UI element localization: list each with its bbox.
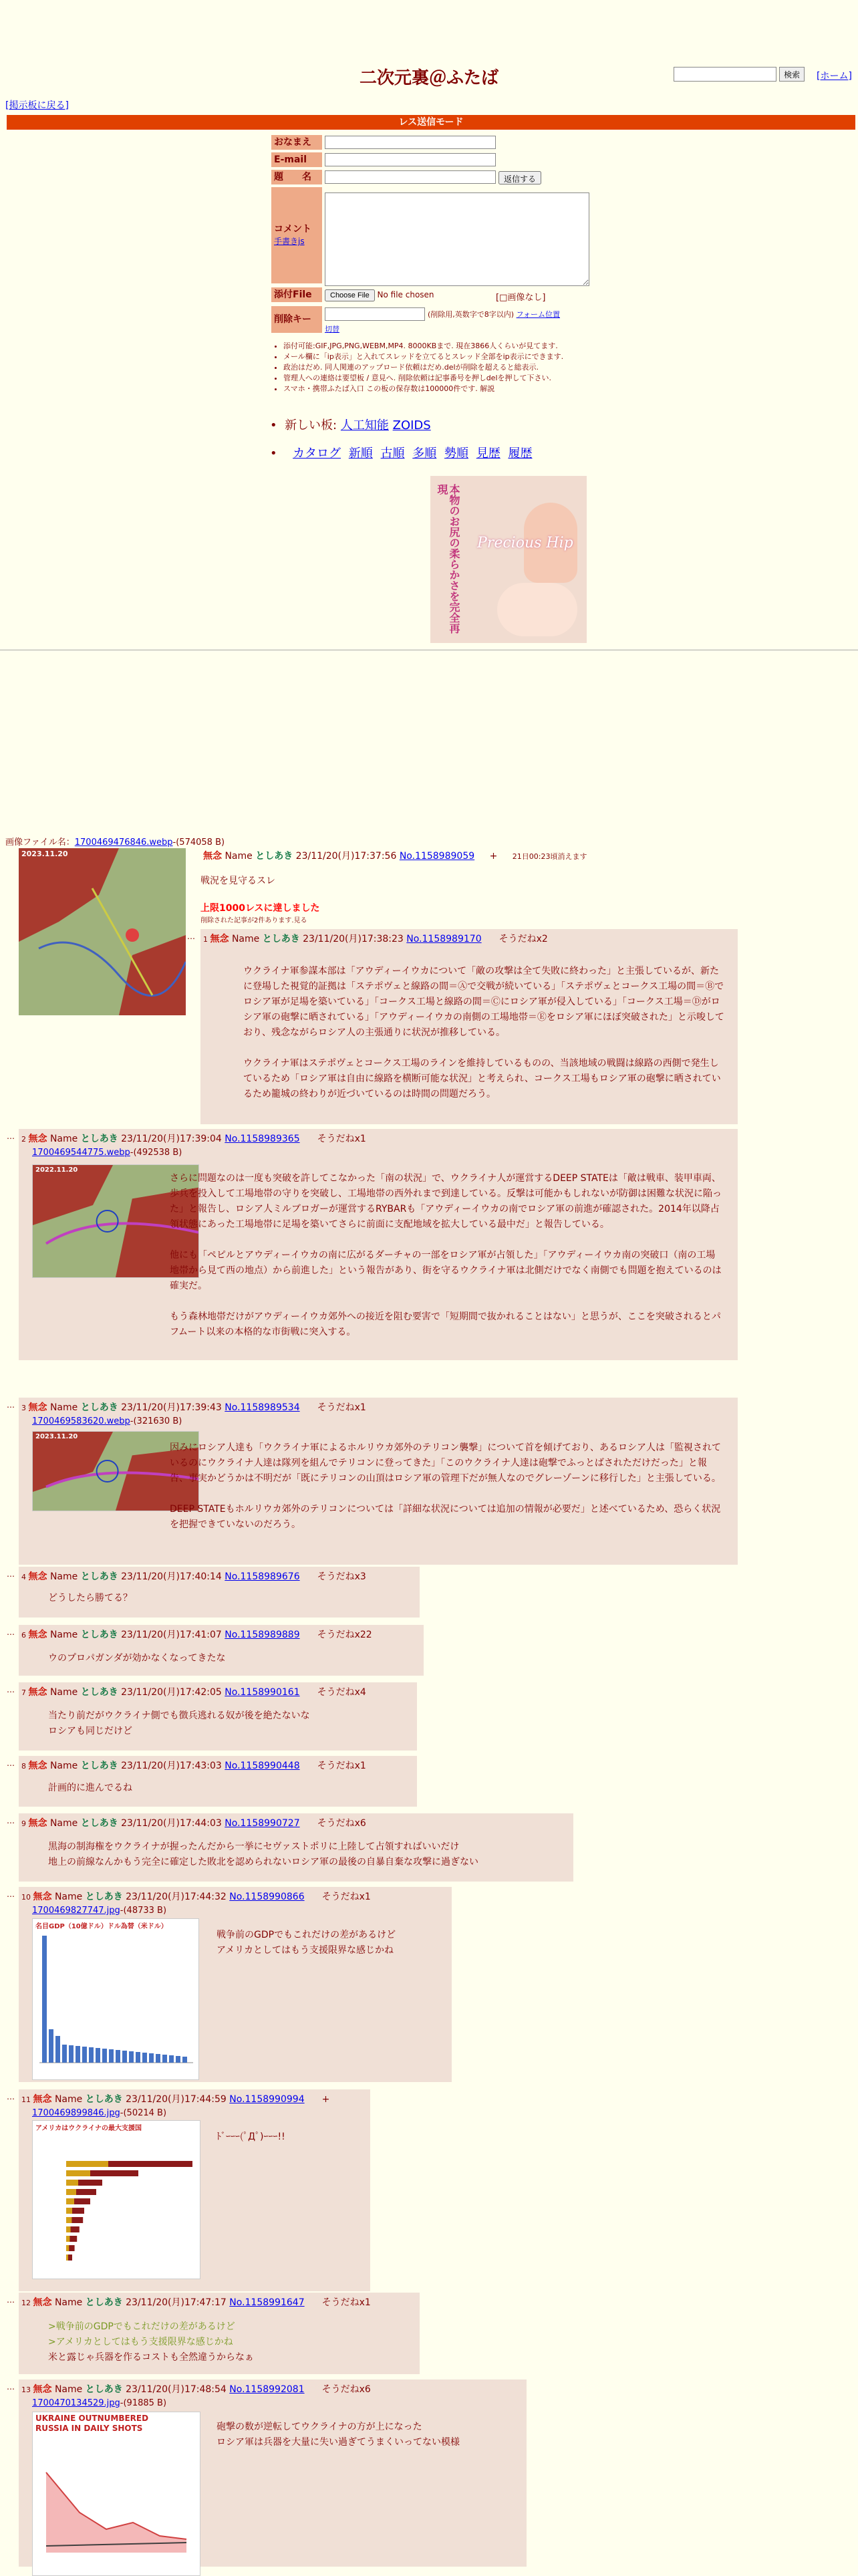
sodane-button[interactable]: そうだねx1 — [317, 1402, 366, 1413]
board-link-ai[interactable]: 人工知能 — [340, 418, 389, 432]
note-item: • メール欄に「ip表示」と入れてスレッドを立てるとスレッド全部をip表示にできます. — [283, 352, 617, 362]
thumbnail-graphic — [33, 2412, 200, 2575]
nav-catalog[interactable]: カタログ — [293, 446, 341, 461]
sodane-button[interactable]: そうだねx6 — [317, 1818, 366, 1829]
op-body: 戦況を見守るスレ — [200, 876, 275, 886]
reply-number-link[interactable]: No.1158992081 — [229, 2384, 305, 2395]
reply-subject: 無念 — [33, 2384, 52, 2395]
reply-date: 23/11/20(月)17:44:59 — [122, 2094, 230, 2105]
reply-number-link[interactable]: No.1158991647 — [229, 2297, 305, 2308]
reply-index: 11 — [21, 2095, 33, 2104]
reply-subject: 無念 — [28, 1402, 47, 1413]
comment-label-text: コメント — [274, 224, 311, 235]
reply-file-size: -(321630 B) — [130, 1416, 182, 1426]
notes-list — [271, 341, 617, 394]
reply-number-link[interactable]: No.1158989676 — [225, 1571, 300, 1582]
nav-momentum[interactable]: 勢順 — [444, 446, 468, 461]
form-position-link[interactable]: フォーム位置 — [516, 310, 561, 319]
op-name: としあき — [255, 851, 293, 862]
reply-subject: 無念 — [28, 1761, 47, 1771]
choose-file-button[interactable]: Choose File — [325, 289, 375, 301]
reply-post — [19, 1813, 573, 1882]
reply-header: 4 無念 Name としあき 23/11/20(月)17:40:14 No.1158989676 そうだねx3 — [21, 1571, 366, 1582]
reply-post — [19, 1129, 738, 1360]
reply-index: 8 — [21, 1762, 29, 1771]
reply-line: もう森林地帯だけがアウディーイウカ郊外への接近を阻む要害で「短期間で抜かれることはない」と思うが、ここを突破されるとパフムート以来の本格的な市街戦に突入する。 — [170, 1311, 721, 1337]
reply-header: 7 無念 Name としあき 23/11/20(月)17:42:05 No.1158990161 そうだねx4 — [21, 1687, 366, 1698]
delete-key-label: 削除キー — [271, 306, 322, 333]
sodane-button[interactable]: + — [321, 2094, 330, 2105]
reply-date: 23/11/20(月)17:42:05 — [118, 1687, 225, 1698]
reply-name: としあき — [85, 2384, 123, 2395]
reply-name: としあき — [85, 2297, 123, 2308]
reply-body — [48, 1781, 404, 1796]
reply-marker: … — [7, 2092, 15, 2101]
reply-header: 1 無念 Name としあき 23/11/20(月)17:38:23 No.1158989170 そうだねx2 — [203, 934, 548, 944]
reply-number-link[interactable]: No.1158990994 — [229, 2094, 305, 2105]
reply-line: ウクライナ軍はステポヴェとコークス工場のラインを維持しているものの、当該地域の戦闘は線路の西側で発生しているため「ロシア軍は自由に線路を横断可能な状況」と考えられ、コークス工場もロシア軍の砲撃に晒されているため籠城の終わりが近づいているのは時間の問題だろう。 — [243, 1058, 721, 1100]
no-image-checkbox[interactable]: [□画像なし] — [496, 293, 546, 303]
reply-thumbnail[interactable] — [32, 2412, 200, 2576]
reply-file-link[interactable]: 1700469583620.webp — [32, 1416, 130, 1426]
search-input[interactable] — [674, 67, 776, 82]
reply-marker: … — [7, 1759, 15, 1768]
op-image-label: 画像ファイル名： — [5, 838, 75, 848]
reply-header: 10 無念 Name としあき 23/11/20(月)17:44:32 No.1158990866 そうだねx1 — [21, 1892, 371, 1902]
reply-name: としあき — [80, 1818, 118, 1829]
site-title: 二次元裏＠ふたば — [359, 68, 498, 88]
thumbnail-graphic — [33, 2121, 200, 2279]
op-image-line — [5, 835, 225, 848]
name-label: おなまえ — [271, 135, 322, 150]
switch-link[interactable]: 切替 — [325, 325, 339, 334]
reply-line: 他にも「ペピルとアウディーイウカの南に広がるダーチャの一部をロシア軍が占領した」「アウディーイウカ南の突破口（南の工場地帯から見て西の地点）から前進した」という報告があり、街を守るウクライナ軍は北側だけでなく南側でも問題を抱えているのは確実だ。 — [170, 1250, 722, 1291]
reply-index: 6 — [21, 1631, 29, 1640]
reply-line: どうしたら勝てる？ — [48, 1593, 132, 1603]
home-link[interactable]: [ホーム] — [817, 71, 852, 82]
reply-line: ロシアも同じだけど — [48, 1726, 132, 1736]
reply-marker: … — [187, 932, 195, 941]
reply-date: 23/11/20(月)17:39:04 — [118, 1134, 225, 1144]
op-subject: 無念 — [203, 851, 222, 862]
reply-file-link[interactable]: 1700469827747.jpg — [32, 1906, 120, 1916]
name-field[interactable] — [325, 136, 496, 149]
reply-line: DEEP STATEもホルリウカ郊外のテリコンについては「詳細な状況については追加の情報が必要だ」と述べているため、恐らく状況を把握できていないのだろう。 — [170, 1504, 721, 1530]
reply-body — [170, 1440, 724, 1533]
reply-header: 2 無念 Name としあき 23/11/20(月)17:39:04 No.1158989365 そうだねx1 — [21, 1134, 366, 1144]
nav-new[interactable]: 新順 — [348, 446, 373, 461]
reply-name: としあき — [80, 1134, 118, 1144]
ad-text: 本物のお尻の柔らかさを完全再現 — [436, 484, 460, 634]
reply-line: 地上の前線なんかもう完全に確定した敗北を認められないロシア軍の最後の自暴自棄な攻撃に過ぎない — [48, 1857, 478, 1867]
comment-field[interactable] — [325, 192, 589, 286]
thumbnail-graphic — [33, 1919, 198, 2079]
reply-name: としあき — [80, 1571, 118, 1582]
reply-line: ウのプロパガンダが効かなくなってきたな — [48, 1653, 226, 1664]
reply-name: としあき — [85, 2094, 123, 2105]
reply-body — [48, 2319, 406, 2365]
reply-body — [48, 1708, 404, 1739]
reply-subject: 無念 — [33, 1892, 52, 1902]
sodane-button[interactable]: そうだねx2 — [498, 934, 548, 944]
sodane-button[interactable]: そうだねx1 — [321, 1892, 371, 1902]
reply-index: 2 — [21, 1135, 29, 1144]
reply-line: 因みにロシア人達も「ウクライナ軍によるホルリウカ郊外のテリコン襲撃」について首を傾げており、あるロシア人は「監視されているのにウクライナ人達は隊列を組んでテリコンに登ってきた」「このウクライナ人達は砲撃でふっとばされただけだった」と報告、事実かどうかは不明だが「既にテリコンの山頂はロシア軍の管理下だが無人なのでグレーゾーンに移行した」と主張している。 — [170, 1442, 722, 1484]
reply-subject: 無念 — [28, 1687, 47, 1698]
note-item: • スマホ・携帯ふたば入口 この板の保存数は100000件です. 解説 — [283, 384, 617, 394]
sodane-button[interactable]: そうだねx3 — [317, 1571, 366, 1582]
reply-subject: 無念 — [28, 1134, 47, 1144]
reply-file-line — [32, 1906, 166, 1916]
reply-line — [243, 1041, 724, 1056]
reply-line: ウクライナ軍参謀本部は「アウディーイウカについて「敵の攻撃は全て失敗に終わった」と主張しているが、新たに登場した視覚的証拠は「ステポヴェと線路の間＝Ⓐで交戦が続いている」「ステポヴェとコークス工場の間＝Ⓑでロシア軍が足場を築いている」「コークス工場と線路の間＝Ⓒにロシア軍が侵入している」「コークス工場＝Ⓓがロシア軍の砲撃に晒されている」「アウディーイウカの南側の工場地帯＝Ⓔをロシア軍にほぼ突破された」と示唆しており、残念ながらロシア人の主張通りに状況が推移している。 — [243, 966, 724, 1038]
reply-name: としあき — [80, 1630, 118, 1640]
op-name-label: Name — [225, 851, 253, 862]
reply-post — [19, 1682, 417, 1751]
note-item: • 政治はだめ. 同人関連のアップロード依頼はだめ.delが削除を超えると総表示. — [283, 362, 617, 373]
thumbnail-caption: UKRAINE OUTNUMBERED — [35, 2414, 149, 2423]
op-date: 23/11/20(月)17:37:56 — [295, 851, 397, 862]
reply-marker: … — [7, 1628, 15, 1637]
thumb-date: 2023.11.20 — [21, 850, 68, 858]
reply-file-line — [32, 2398, 166, 2408]
reply-line: 黒海の制海権をウクライナが握ったんだから一挙にセヴァストポリに上陸して占領すればいいだけ — [48, 1841, 460, 1852]
reply-body — [48, 1839, 560, 1870]
reply-index: 13 — [21, 2386, 33, 2394]
new-board-line: • 新しい板: 人工知能 ZOIDS — [270, 418, 431, 432]
reply-index: 10 — [21, 1893, 33, 1902]
reply-file-size: -(48733 B) — [120, 1906, 167, 1916]
op-image-link[interactable]: 1700469476846.webp — [74, 838, 173, 848]
reply-number-link[interactable]: No.1158990448 — [225, 1761, 300, 1771]
reply-subject: 無念 — [28, 1630, 47, 1640]
reply-quote: >戦争前のGDPでもこれだけの差があるけど — [48, 2321, 235, 2332]
sodane-button[interactable]: そうだねx1 — [317, 1761, 366, 1771]
reply-name: としあき — [80, 1687, 118, 1698]
submit-button[interactable]: 返信する — [498, 171, 541, 184]
reply-file-line — [32, 1416, 182, 1426]
reply-index: 4 — [21, 1573, 29, 1581]
reply-name: としあき — [80, 1402, 118, 1413]
note-item: • 管理人への連絡は要望板 / 意見へ. 削除依頼は記事番号を押しdelを押して下さい. — [283, 373, 617, 384]
nav-many[interactable]: 多順 — [412, 446, 437, 461]
reply-number-link[interactable]: No.1158989170 — [406, 934, 482, 944]
op-header — [203, 849, 587, 862]
reply-file-line — [32, 1148, 182, 1158]
reply-post — [19, 1625, 424, 1676]
reply-file-link[interactable]: 1700470134529.jpg — [32, 2398, 120, 2408]
op-limit-notice: 上限1000レスに達しました — [200, 903, 320, 914]
reply-file-link[interactable]: 1700469899846.jpg — [32, 2108, 120, 2118]
ad-figure-lower — [497, 583, 577, 636]
reply-line: 米と露じゃ兵器を作るコストも全然違うからなぁ — [48, 2352, 254, 2363]
email-field[interactable] — [325, 153, 496, 166]
board-link-zoids[interactable]: ZOIDS — [392, 418, 431, 432]
reply-date: 23/11/20(月)17:38:23 — [299, 934, 407, 944]
reply-line: さらに問題なのは一度も突破を許してこなかった「南の状況」で、ウクライナ人が運営するDEEP STATEは「敵は戦車、装甲車両、歩兵を投入して工場地帯の守りを突破し、工場地帯の西外れまで到達している。反撃は可能かもしれないが防御は困難な状況に陥った」と報告し、ロシア人ミルブロガーが運営するRYBARも「アウディーイウカの南でロシア軍の前進が確認された。2014年以降占領状態にあった工場地帯に足場を築いてさらに前面に支配地域を拡大している最中だ」と報告している。 — [170, 1173, 722, 1230]
subject-field[interactable] — [325, 170, 496, 184]
reply-line — [170, 1294, 724, 1309]
email-label: E-mail — [271, 152, 322, 167]
reply-marker: … — [7, 1816, 15, 1825]
reply-thumbnail[interactable] — [32, 1918, 199, 2080]
reply-quote: >アメリカとしてはもう支援限界な感じかね — [48, 2337, 233, 2347]
reply-number-link[interactable]: No.1158989889 — [225, 1630, 300, 1640]
reply-header: 9 無念 Name としあき 23/11/20(月)17:44:03 No.1158990727 そうだねx6 — [21, 1818, 366, 1829]
reply-date: 23/11/20(月)17:44:32 — [122, 1892, 230, 1902]
op-image-size: -(574058 B) — [172, 838, 225, 848]
reply-number-link[interactable]: No.1158989534 — [225, 1402, 300, 1413]
search-button[interactable]: 検索 — [779, 67, 805, 82]
thumbnail-caption: RUSSIA IN DAILY SHOTS — [35, 2424, 143, 2433]
reply-line: アメリカとしてはもう支援限界な感じかね — [217, 1945, 394, 1956]
reply-header: 12 無念 Name としあき 23/11/20(月)17:47:17 No.1158991647 そうだねx1 — [21, 2297, 371, 2308]
reply-marker: … — [7, 2382, 15, 2392]
reply-index: 12 — [21, 2299, 33, 2307]
reply-body — [217, 2130, 357, 2145]
reply-body — [217, 2420, 513, 2450]
search-area — [674, 67, 805, 82]
reply-number-link[interactable]: No.1158990727 — [225, 1818, 300, 1829]
reply-index: 9 — [21, 1819, 29, 1828]
reply-date: 23/11/20(月)17:41:07 — [118, 1630, 225, 1640]
reply-marker: … — [7, 1400, 15, 1410]
reply-file-line — [32, 2108, 166, 2118]
delete-key-note — [428, 309, 560, 319]
reply-line — [170, 1487, 724, 1502]
nav-viewed[interactable]: 見歴 — [476, 446, 500, 461]
reply-line: ロシア軍は兵器を大量に失い過ぎてうまくいってない模様 — [217, 2437, 460, 2448]
nav-old[interactable]: 古順 — [380, 446, 405, 461]
ad-banner[interactable] — [430, 476, 587, 643]
nav-history[interactable]: 履歴 — [508, 446, 533, 461]
reply-body — [217, 1928, 438, 1958]
comment-label — [271, 187, 322, 283]
thumbnail-caption: 名目GDP（10億ドル）ドル為替（米ドル） — [35, 1923, 168, 1930]
sodane-button[interactable]: そうだねx1 — [321, 2297, 371, 2308]
no-file-text: No file chosen — [377, 290, 434, 299]
reply-header: 13 無念 Name としあき 23/11/20(月)17:48:54 No.1158992081 そうだねx6 — [21, 2384, 371, 2395]
reply-index: 3 — [21, 1404, 29, 1412]
reply-date: 23/11/20(月)17:43:03 — [118, 1761, 225, 1771]
reply-date: 23/11/20(月)17:40:14 — [118, 1571, 225, 1582]
reply-marker: … — [7, 1569, 15, 1579]
reply-index: 1 — [203, 935, 210, 944]
map-thumbnail-svg — [19, 848, 186, 1015]
reply-thumbnail[interactable] — [32, 2120, 200, 2279]
reply-date: 23/11/20(月)17:39:43 — [118, 1402, 225, 1413]
reply-body — [243, 964, 724, 1102]
delete-key-note-text: (削除用,英数字で8字以内) — [428, 310, 515, 319]
reply-body — [48, 1651, 410, 1666]
thumbnail-caption: アメリカはウクライナの最大支援国 — [35, 2125, 142, 2132]
reply-subject: 無念 — [33, 2094, 52, 2105]
nav-links: • カタログ 新順 古順 多順 勢順 見歴 履歴 — [270, 446, 533, 461]
thumbnail-caption: 2023.11.20 — [35, 1433, 78, 1440]
reply-marker: … — [7, 2295, 15, 2305]
back-to-board-link[interactable]: [掲示板に戻る] — [5, 100, 69, 111]
op-plus[interactable]: + — [489, 851, 498, 862]
reply-line: 計画的に進んでるね — [48, 1783, 132, 1793]
reply-mode-bar: レス送信モード — [7, 115, 855, 130]
reply-number-link[interactable]: No.1158990161 — [225, 1687, 300, 1698]
reply-date: 23/11/20(月)17:48:54 — [122, 2384, 230, 2395]
reply-header: 8 無念 Name としあき 23/11/20(月)17:43:03 No.1158990448 そうだねx1 — [21, 1761, 366, 1771]
reply-name: としあき — [85, 1892, 123, 1902]
thumbnail-caption: 2022.11.20 — [35, 1166, 78, 1174]
reply-header: 11 無念 Name としあき 23/11/20(月)17:44:59 No.1158990994 + — [21, 2094, 330, 2105]
reply-marker: … — [7, 1685, 15, 1694]
reply-subject: 無念 — [28, 1571, 47, 1582]
handwrite-link[interactable]: 手書きjs — [274, 237, 305, 246]
reply-line: 当たり前だがウクライナ側でも徴兵逃れる奴が後を絶たないな — [48, 1710, 310, 1721]
op-deleted-note: 削除された記事が2件あります.見る — [200, 917, 307, 924]
reply-number-link[interactable]: No.1158989365 — [225, 1134, 300, 1144]
sodane-button[interactable]: そうだねx4 — [317, 1687, 366, 1698]
file-label: 添付File — [271, 287, 322, 302]
reply-subject: 無念 — [33, 2297, 52, 2308]
reply-post — [19, 1398, 738, 1565]
op-thumbnail[interactable] — [19, 848, 186, 1015]
op-number-link[interactable]: No.1158989059 — [399, 851, 475, 862]
reply-file-size: -(91885 B) — [120, 2398, 167, 2408]
reply-post — [19, 1567, 420, 1618]
reply-post — [19, 1756, 417, 1807]
reply-post — [200, 929, 738, 1124]
reply-line: 戦争前のGDPでもこれだけの差があるけど — [217, 1930, 396, 1940]
reply-name: としあき — [80, 1761, 118, 1771]
reply-body — [170, 1171, 724, 1340]
reply-index: 7 — [21, 1688, 29, 1697]
reply-file-size: -(50214 B) — [120, 2108, 167, 2118]
reply-name: としあき — [262, 934, 300, 944]
sodane-button[interactable]: そうだねx1 — [317, 1134, 366, 1144]
reply-post — [19, 1887, 452, 2082]
reply-file-size: -(492538 B) — [130, 1148, 182, 1158]
note-item: • 添付可能:GIF,JPG,PNG,WEBM,MP4. 8000KBまで. 現在3866人くらいが見てます. — [283, 341, 617, 352]
reply-marker: … — [7, 1890, 15, 1899]
reply-marker: … — [7, 1132, 15, 1141]
reply-file-link[interactable]: 1700469544775.webp — [32, 1148, 130, 1158]
reply-post — [19, 2379, 527, 2567]
new-board-label: 新しい板: — [285, 418, 337, 432]
reply-line: 砲撃の数が逆転してウクライナの方が上になった — [217, 2422, 422, 2432]
file-picker[interactable] — [325, 289, 434, 301]
reply-subject: 無念 — [28, 1818, 47, 1829]
subject-label: 題 名 — [271, 170, 322, 184]
sodane-button[interactable]: そうだねx22 — [317, 1630, 372, 1640]
reply-subject: 無念 — [210, 934, 229, 944]
reply-post — [19, 2293, 420, 2374]
reply-number-link[interactable]: No.1158990866 — [229, 1892, 305, 1902]
reply-header: 6 無念 Name としあき 23/11/20(月)17:41:07 No.1158989889 そうだねx22 — [21, 1630, 372, 1640]
reply-body — [48, 1591, 406, 1606]
reply-line: ﾄﾞｰｰｰ(ﾟДﾟ)ｰｰｰ!! — [217, 2132, 285, 2142]
sodane-button[interactable]: そうだねx6 — [321, 2384, 371, 2395]
ad-brand: Precious Hip — [477, 535, 573, 551]
delete-key-field[interactable] — [325, 307, 425, 321]
reply-date: 23/11/20(月)17:44:03 — [118, 1818, 225, 1829]
op-expire: 21日00:23頃消えます — [512, 852, 587, 861]
reply-post — [19, 2089, 370, 2291]
reply-header: 3 無念 Name としあき 23/11/20(月)17:39:43 No.1158989534 そうだねx1 — [21, 1402, 366, 1413]
reply-date: 23/11/20(月)17:47:17 — [122, 2297, 230, 2308]
reply-line — [170, 1233, 724, 1248]
